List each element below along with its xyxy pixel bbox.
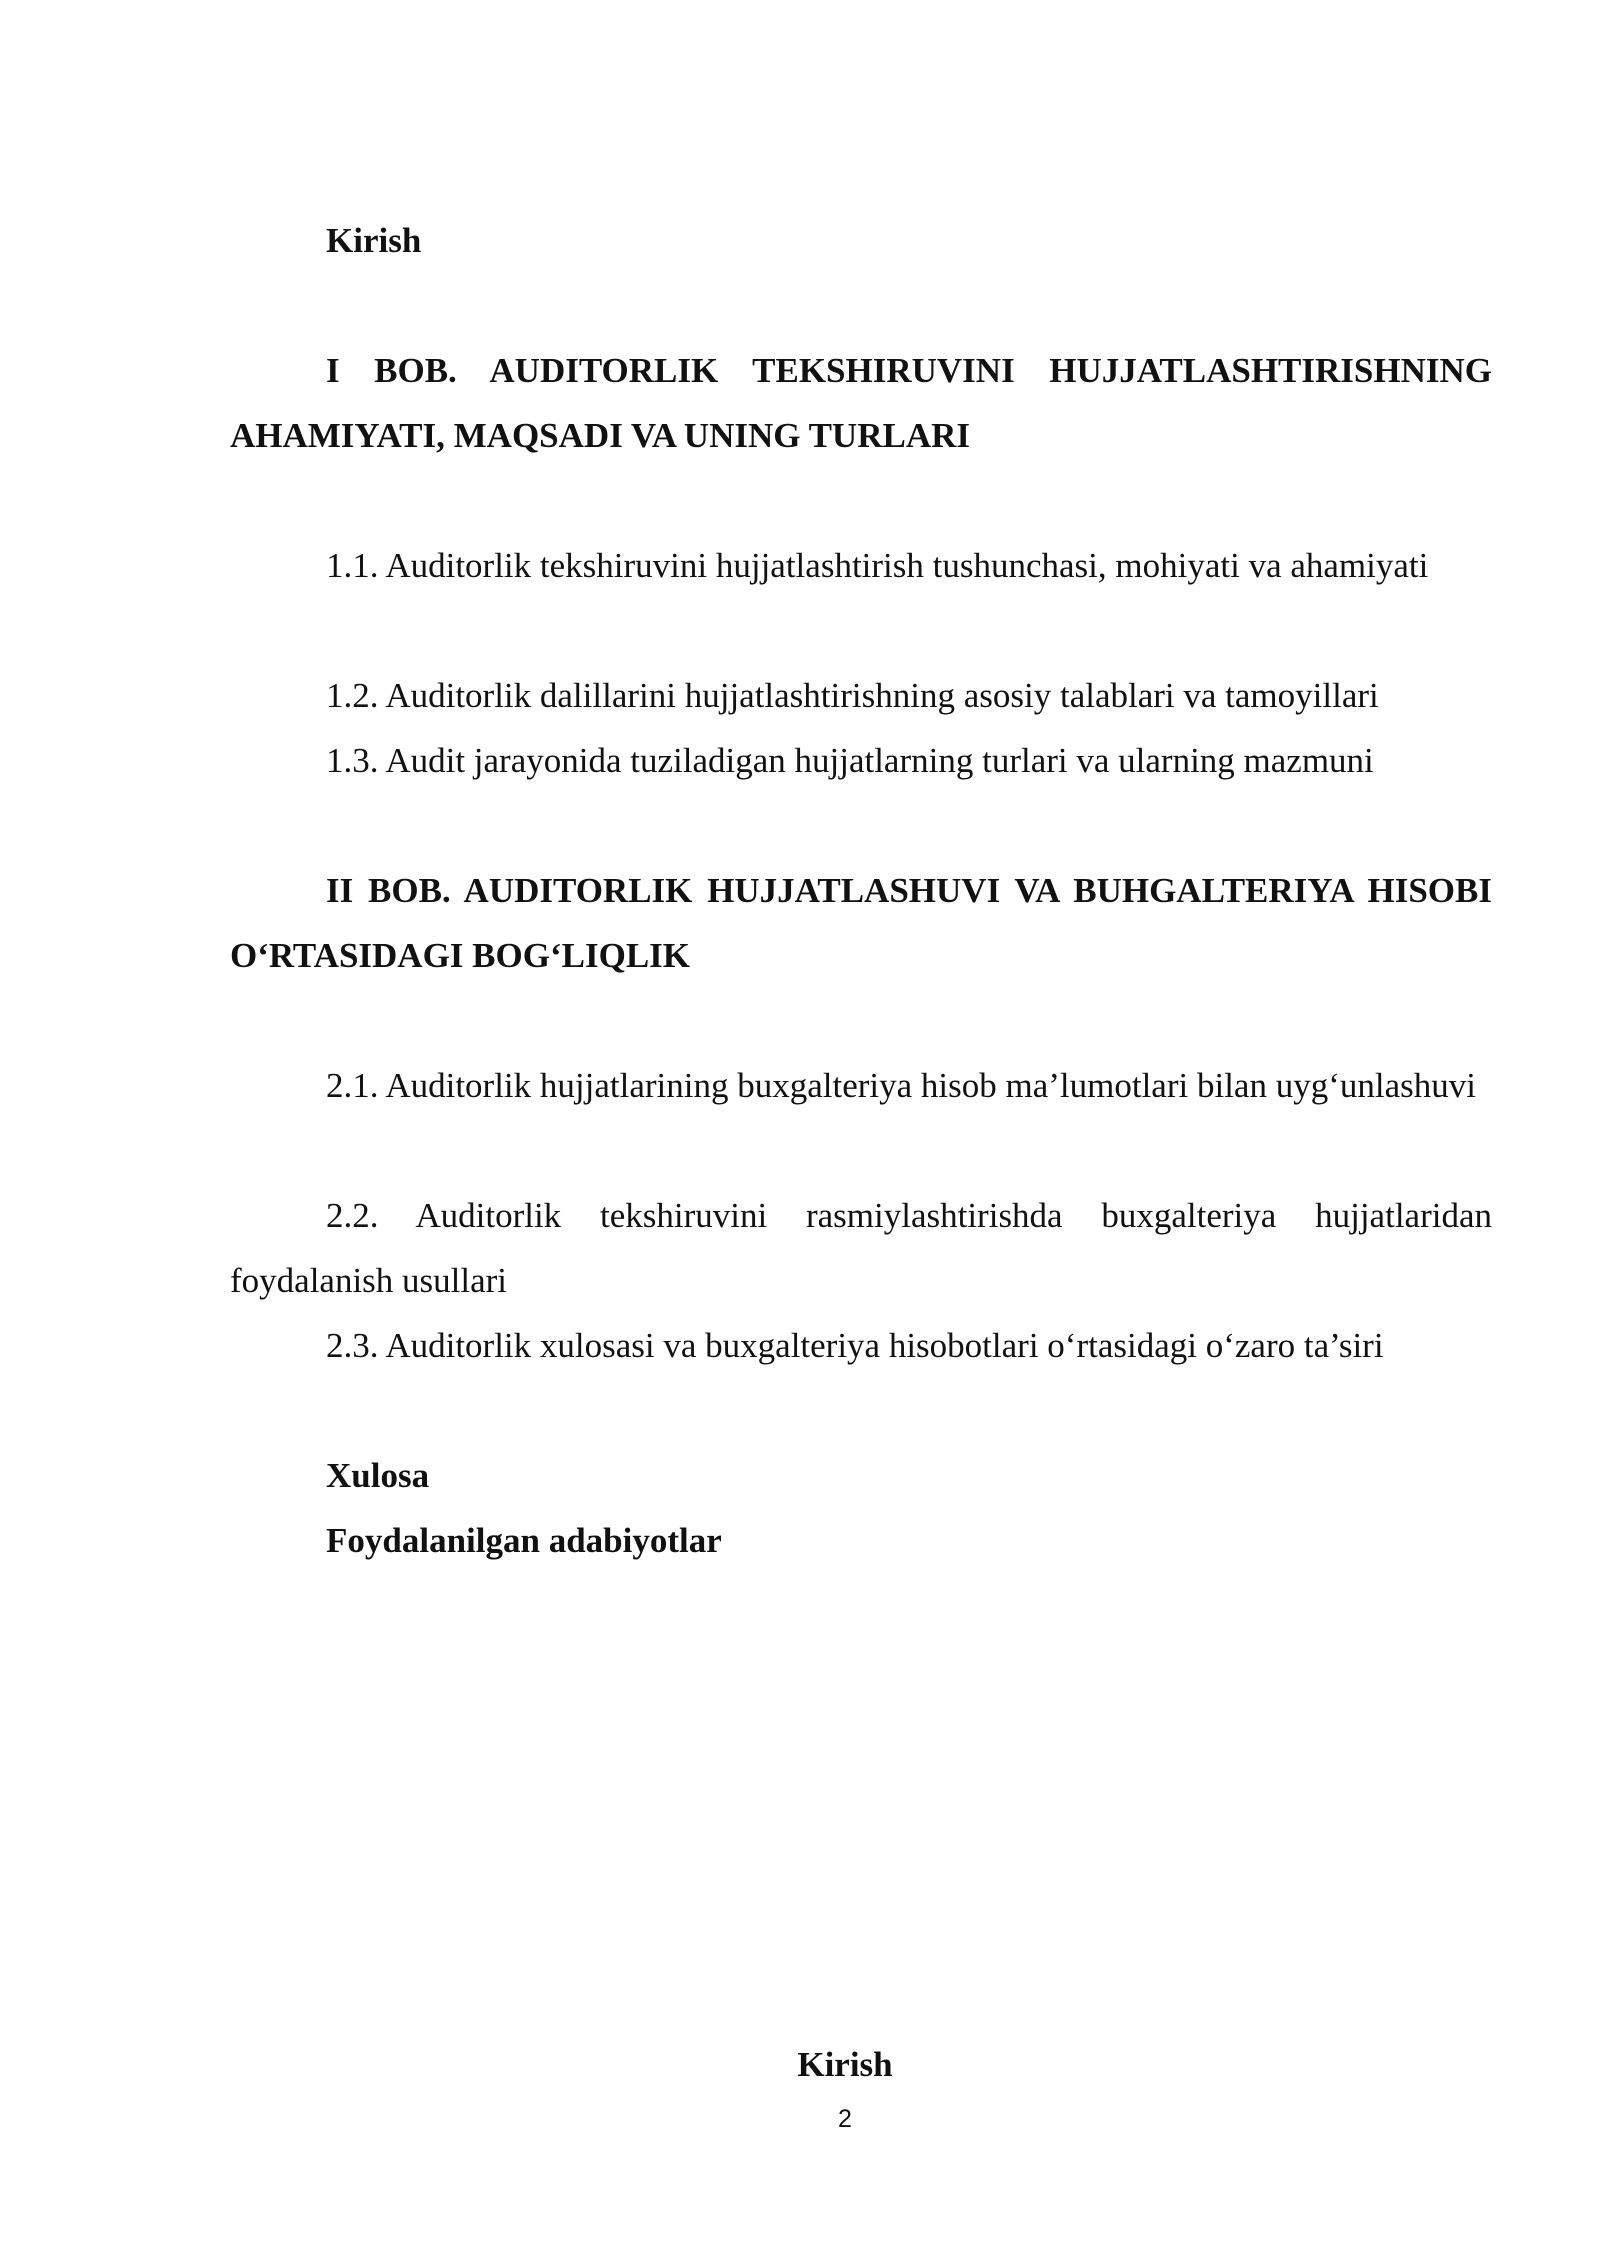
page-number: 2 [838,2105,852,2133]
toc-section-1-2: 1.2. Auditorlik dalillarini hujjatlashtirishning asosiy talablari va tamoyillari [326,676,1379,715]
toc-section-2-2: 2.2. Auditorlik tekshiruvini rasmiylashtirishda buxgalteriya hujjatlaridan foydalanish usullari [230,1196,1492,1300]
body-heading: Kirish [797,2045,893,2084]
toc-section-2-3: 2.3. Auditorlik xulosasi va buxgalteriya hisobotlari o‘rtasidagi o‘zaro ta’siri [326,1326,1384,1365]
toc-conclusion: Xulosa [326,1456,430,1495]
toc-chapter-1-title: I BOB. AUDITORLIK TEKSHIRUVINI HUJJATLASHTIRISHNING AHAMIYATI, MAQSADI VA UNING TURLARI [230,351,1492,455]
toc-section-1-3: 1.3. Audit jarayonida tuziladigan hujjatlarning turlari va ularning mazmuni [326,741,1374,780]
toc-chapter-2-title: II BOB. AUDITORLIK HUJJATLASHUVI VA BUHGALTERIYA HISOBI O‘RTASIDAGI BOG‘LIQLIK [230,871,1492,975]
toc-section-1-1: 1.1. Auditorlik tekshiruvini hujjatlashtirish tushunchasi, mohiyati va ahamiyati [326,546,1429,585]
toc-intro: Kirish [326,221,422,260]
toc-section-2-1: 2.1. Auditorlik hujjatlarining buxgalteriya hisob ma’lumotlari bilan uyg‘unlashuvi [326,1066,1476,1105]
toc-references: Foydalanilgan adabiyotlar [326,1521,722,1560]
